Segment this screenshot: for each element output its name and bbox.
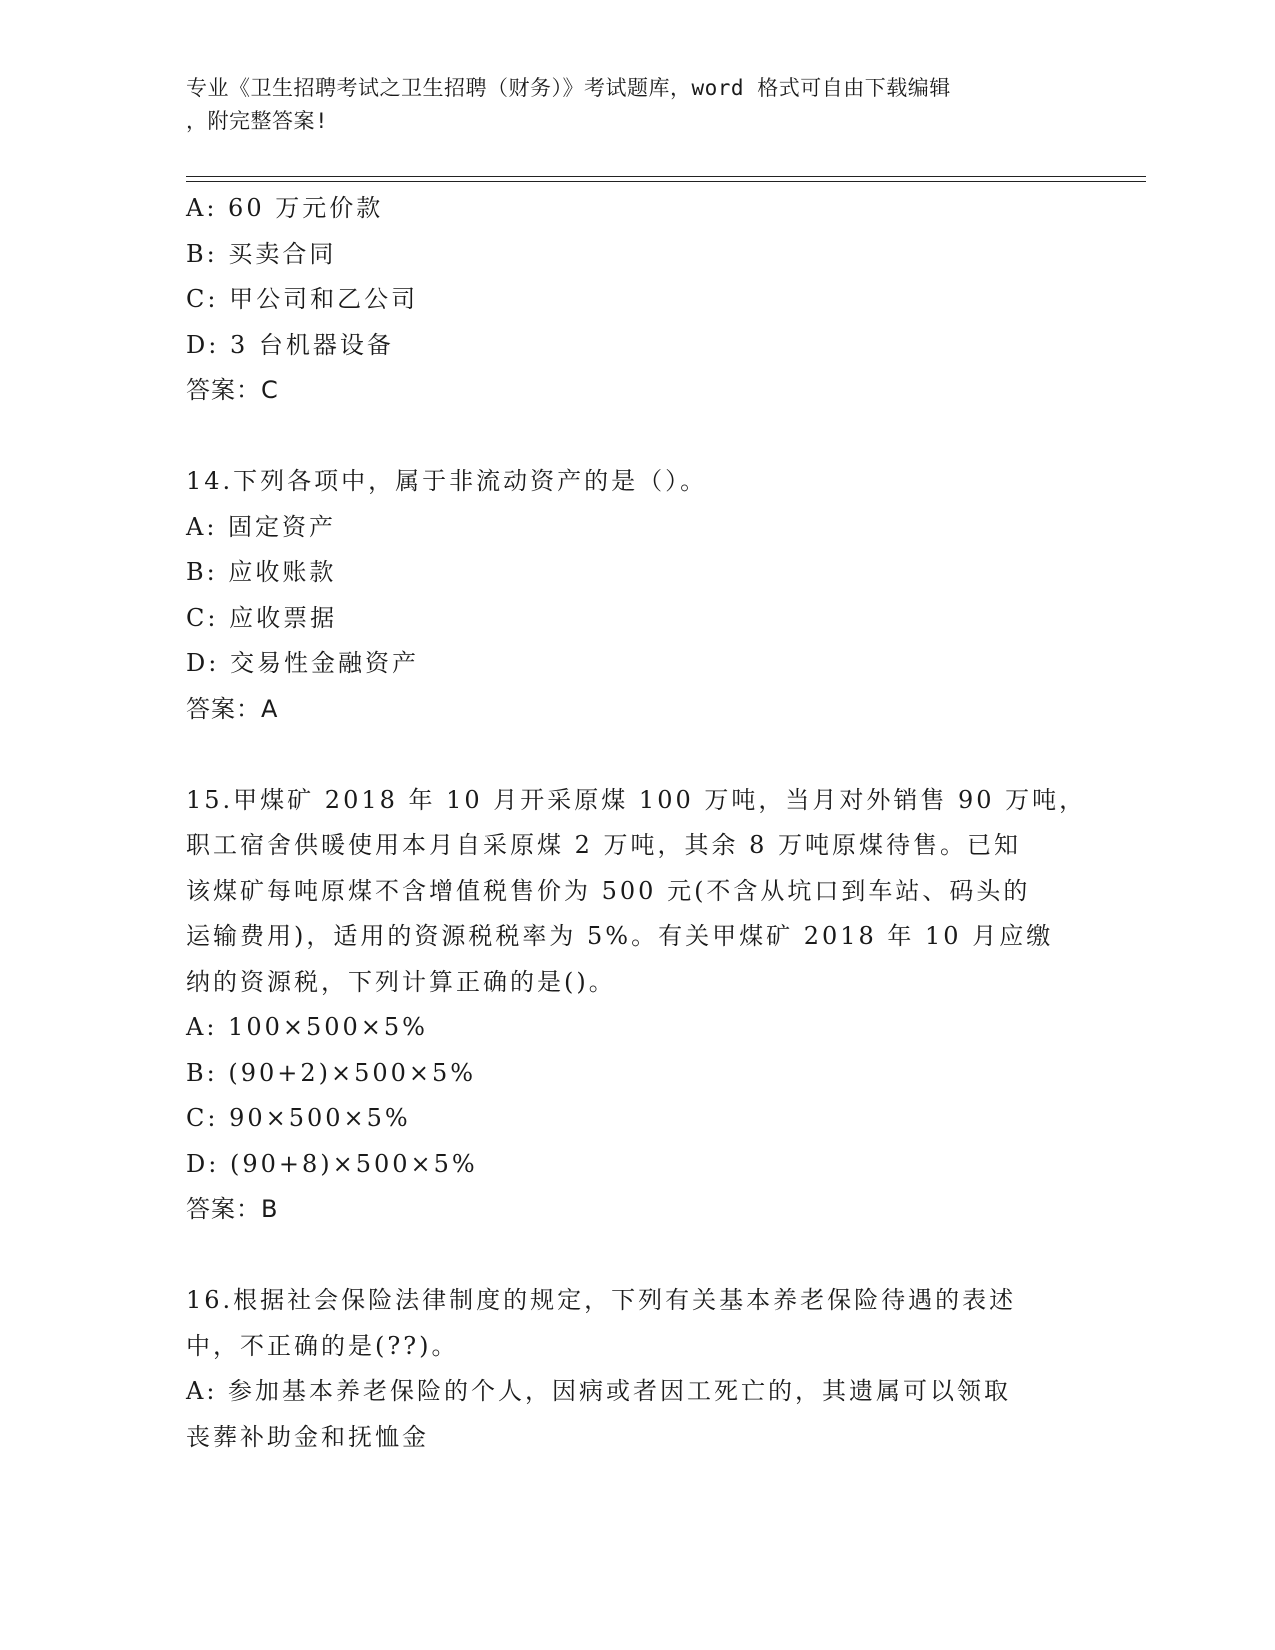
question-stem-line: 运输费用)，适用的资源税税率为 5%。有关甲煤矿 2018 年 10 月应缴 (186, 922, 1054, 950)
question-stem-line: 该煤矿每吨原煤不含增值税售价为 500 元(不含从坑口到车站、码头的 (186, 876, 1031, 905)
spacer (186, 732, 1066, 778)
question-16 (186, 1278, 1066, 1460)
question-stem-line: 职工宿舍供暖使用本月自采原煤 2 万吨，其余 8 万吨原煤待售。已知 (186, 831, 1022, 859)
option-d: D: 交易性金融资产 (186, 649, 419, 677)
header-line-1: 专业《卫生招聘考试之卫生招聘（财务）》考试题库，word 格式可自由下载编辑 (186, 76, 951, 100)
option-a: A: 60 万元价款 (186, 194, 384, 222)
question-15 (186, 778, 1087, 1233)
spacer (186, 414, 1066, 460)
option-b: B: 应收账款 (186, 558, 337, 586)
header-rule-top (186, 176, 1146, 177)
option-c: C: 应收票据 (186, 603, 338, 632)
option-a: A: 固定资产 (186, 512, 337, 541)
option-c: C: 甲公司和乙公司 (186, 285, 419, 313)
question-stem: 14.下列各项中，属于非流动资产的是（）。 (186, 467, 708, 495)
option-a: A: 100×500×5% (186, 1013, 428, 1041)
option-d: D: 3 台机器设备 (186, 330, 394, 359)
answer: 答案：B (186, 1195, 279, 1223)
question-stem-line: 纳的资源税，下列计算正确的是()。 (186, 967, 616, 996)
option-a-line: A: 参加基本养老保险的个人，因病或者因工死亡的，其遗属可以领取 (186, 1377, 1012, 1405)
question-stem-line: 中，不正确的是(??)。 (186, 1331, 459, 1360)
header-line-2: ，附完整答案! (186, 109, 329, 133)
question-stem-line: 15.甲煤矿 2018 年 10 月开采原煤 100 万吨，当月对外销售 90 万吨， (186, 785, 1087, 814)
question-list (186, 186, 1087, 1460)
option-c: C: 90×500×5% (186, 1104, 411, 1132)
spacer (186, 1233, 1066, 1279)
option-b: B: (90+2)×500×5% (186, 1058, 477, 1087)
document-header (186, 72, 1066, 138)
option-b: B: 买卖合同 (186, 239, 337, 268)
answer: 答案：A (186, 694, 279, 723)
question-13 (186, 186, 1066, 414)
answer: 答案：C (186, 376, 279, 404)
option-d: D: (90+8)×500×5% (186, 1149, 478, 1178)
header-rule-bottom (186, 181, 1146, 182)
question-14 (186, 459, 1066, 732)
question-stem-line: 16.根据社会保险法律制度的规定，下列有关基本养老保险待遇的表述 (186, 1286, 1017, 1314)
option-a-line: 丧葬补助金和抚恤金 (186, 1422, 429, 1451)
